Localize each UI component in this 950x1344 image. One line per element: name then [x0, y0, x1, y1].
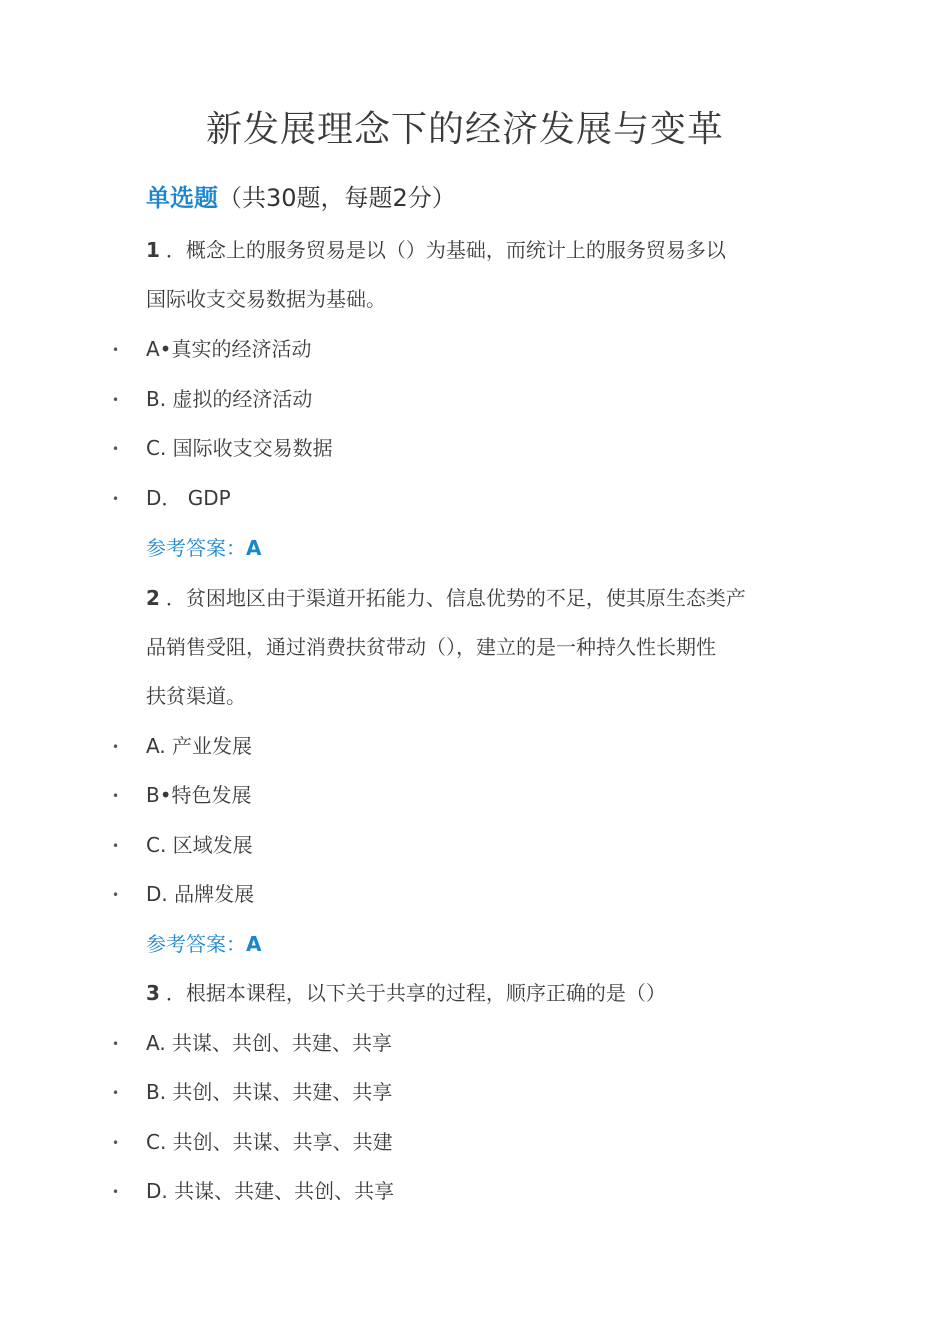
option-3c: C. 共创、共谋、共享、共建: [146, 1130, 393, 1154]
bullet-dot: •: [112, 442, 120, 456]
bullet-dot: •: [112, 1086, 120, 1100]
bullet-dot: •: [112, 1037, 120, 1051]
question-2-line-2: 品销售受阻，通过消费扶贫带动（），建立的是一种持久性长期性: [146, 635, 716, 659]
option-2d: D. 品牌发展: [146, 882, 255, 906]
option-2a: A. 产业发展: [146, 734, 253, 758]
question-2-line-3: 扶贫渠道。: [146, 684, 246, 708]
answer-value: A: [246, 536, 262, 560]
option-1c: C. 国际收支交易数据: [146, 436, 333, 460]
option-3d: D. 共谋、共建、共创、共享: [146, 1179, 395, 1203]
bullet-dot: •: [112, 888, 120, 902]
option-2c: C. 区域发展: [146, 833, 253, 857]
question-number: 2: [146, 586, 160, 610]
bullet-dot: •: [112, 393, 120, 407]
option-3a: A. 共谋、共创、共建、共享: [146, 1031, 393, 1055]
question-number: 1: [146, 238, 160, 262]
question-1-line-2: 国际收支交易数据为基础。: [146, 287, 386, 311]
bullet-dot: •: [112, 492, 120, 506]
answer-2: 参考答案：A: [146, 932, 262, 956]
question-3-line-1: 3 ．根据本课程，以下关于共享的过程，顺序正确的是（）: [146, 981, 666, 1005]
question-number: 3: [146, 981, 160, 1005]
option-3b: B. 共创、共谋、共建、共享: [146, 1080, 393, 1104]
bullet-dot: •: [112, 1136, 120, 1150]
question-1-line-1: 1 ．概念上的服务贸易是以（）为基础，而统计上的服务贸易多以: [146, 238, 726, 262]
option-2b: B•特色发展: [146, 783, 252, 807]
bullet-dot: •: [112, 789, 120, 803]
bullet-dot: •: [112, 740, 120, 754]
document-title: 新发展理念下的经济发展与变革: [205, 109, 724, 150]
section-heading: [146, 178, 456, 218]
bullet-dot: •: [112, 1185, 120, 1199]
bullet-dot: •: [112, 343, 120, 357]
answer-value: A: [246, 932, 262, 956]
option-1a: A•真实的经济活动: [146, 337, 312, 361]
option-1b: B. 虚拟的经济活动: [146, 387, 313, 411]
section-info: （共30题，每题2分）: [218, 184, 456, 212]
option-1d: D． GDP: [146, 486, 231, 510]
bullet-dot: •: [112, 839, 120, 853]
section-type: 单选题: [146, 184, 218, 212]
question-2-line-1: 2 ．贫困地区由于渠道开拓能力、信息优势的不足，使其原生态类产: [146, 586, 746, 610]
answer-1: 参考答案：A: [146, 536, 262, 560]
